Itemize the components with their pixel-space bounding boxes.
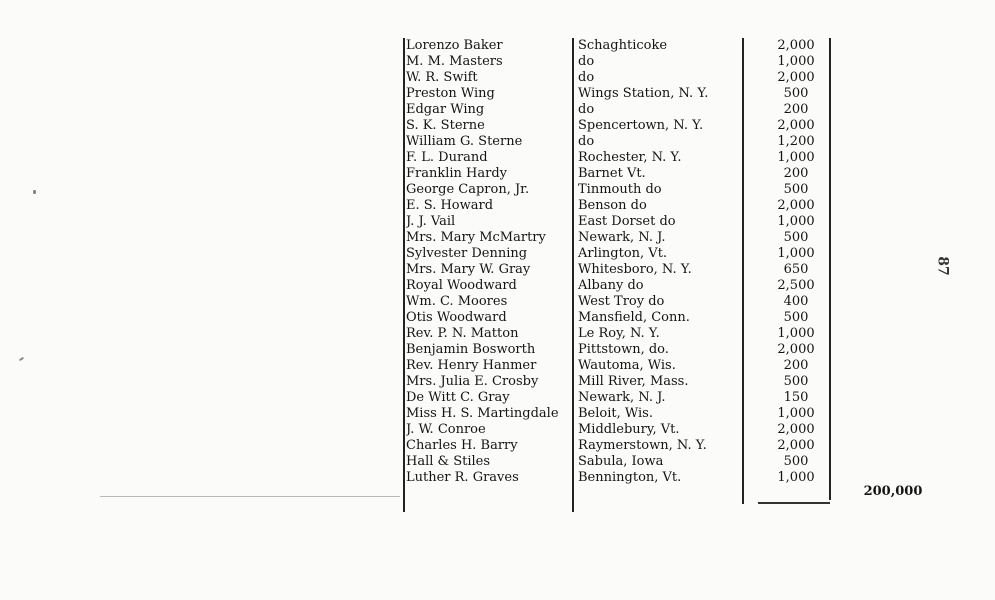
ledger-row <box>406 374 836 390</box>
ledger-row <box>406 342 836 358</box>
donor-name: Mrs. Mary W. Gray <box>406 262 531 277</box>
donor-place: Bennington, Vt. <box>578 470 682 485</box>
ledger-row <box>406 454 836 470</box>
ledger-row <box>406 262 836 278</box>
donor-name: Benjamin Bosworth <box>406 342 536 357</box>
donation-amount: 1,000 <box>777 246 815 261</box>
ledger-row <box>406 326 836 342</box>
donor-place: Mill River, Mass. <box>578 374 689 389</box>
donor-name: Sylvester Denning <box>406 246 528 261</box>
donor-name: W. R. Swift <box>406 70 478 85</box>
donor-name: Charles H. Barry <box>406 438 518 453</box>
ledger-row <box>406 118 836 134</box>
donor-place: Middlebury, Vt. <box>578 422 680 437</box>
donor-place: do <box>578 54 595 69</box>
grand-total: 200,000 <box>863 484 923 499</box>
ledger-row <box>406 134 836 150</box>
donation-amount: 1,000 <box>777 150 815 165</box>
donor-place: Arlington, Vt. <box>578 246 668 261</box>
ledger-row <box>406 214 836 230</box>
ledger-row <box>406 246 836 262</box>
donation-amount: 2,000 <box>777 198 815 213</box>
donor-name: De Witt C. Gray <box>406 390 510 405</box>
donor-name: J. J. Vail <box>406 214 456 229</box>
donor-name: Mrs. Julia E. Crosby <box>406 374 539 389</box>
donor-place: Tinmouth do <box>578 182 662 197</box>
donor-name: William G. Sterne <box>406 134 523 149</box>
donor-name: Hall & Stiles <box>406 454 491 469</box>
donor-name: Rev. P. N. Matton <box>406 326 519 341</box>
ledger-row <box>406 422 836 438</box>
donor-place: Pittstown, do. <box>578 342 669 357</box>
donation-amount: 2,000 <box>777 438 815 453</box>
ledger-row <box>406 70 836 86</box>
page-number: 87 <box>934 256 951 276</box>
donation-amount: 1,000 <box>777 326 815 341</box>
donation-amount: 200 <box>783 166 809 181</box>
donor-name: S. K. Sterne <box>406 118 485 133</box>
ledger-row <box>406 438 836 454</box>
donation-amount: 2,000 <box>777 342 815 357</box>
ledger-row <box>406 54 836 70</box>
donation-amount: 500 <box>783 310 809 325</box>
ledger-row <box>406 166 836 182</box>
donor-name: Edgar Wing <box>406 102 485 117</box>
donor-name: E. S. Howard <box>406 198 494 213</box>
donation-amount: 150 <box>783 390 809 405</box>
ledger-row <box>406 102 836 118</box>
donor-place: do <box>578 70 595 85</box>
donor-place: Wings Station, N. Y. <box>578 86 709 101</box>
donation-amount: 500 <box>783 86 809 101</box>
donor-name: Lorenzo Baker <box>406 38 503 53</box>
donation-amount: 1,000 <box>777 214 815 229</box>
ledger-row <box>406 470 836 486</box>
ledger-row <box>406 278 836 294</box>
donation-amount: 400 <box>783 294 809 309</box>
donor-place: Sabula, Iowa <box>578 454 664 469</box>
ledger-row <box>406 150 836 166</box>
donor-name: Franklin Hardy <box>406 166 508 181</box>
donation-amount: 650 <box>783 262 809 277</box>
donor-name: J. W. Conroe <box>406 422 486 437</box>
donor-place: Albany do <box>578 278 644 293</box>
donor-name: M. M. Masters <box>406 54 503 69</box>
scan-speck <box>19 357 24 362</box>
ledger-row <box>406 182 836 198</box>
donation-amount: 2,000 <box>777 70 815 85</box>
donor-place: do <box>578 102 595 117</box>
donor-place: Barnet Vt. <box>578 166 646 181</box>
donor-name: Royal Woodward <box>406 278 517 293</box>
donation-amount: 500 <box>783 374 809 389</box>
donation-amount: 2,000 <box>777 422 815 437</box>
ledger-row <box>406 38 836 54</box>
donor-name: Otis Woodward <box>406 310 507 325</box>
left-rule <box>403 38 405 512</box>
donor-place: Newark, N. J. <box>578 390 666 405</box>
donor-place: Whitesboro, N. Y. <box>578 262 692 277</box>
donor-place: Newark, N. J. <box>578 230 666 245</box>
donor-place: Schaghticoke <box>578 38 668 53</box>
ledger-row <box>406 294 836 310</box>
ledger-table <box>406 38 836 486</box>
donation-amount: 500 <box>783 230 809 245</box>
donation-amount: 2,000 <box>777 118 815 133</box>
donor-name: Miss H. S. Martingdale <box>406 406 559 421</box>
donor-place: Mansfield, Conn. <box>578 310 690 325</box>
donation-amount: 200 <box>783 358 809 373</box>
donation-amount: 2,500 <box>777 278 815 293</box>
donation-amount: 2,000 <box>777 38 815 53</box>
scan-speck <box>33 190 36 194</box>
baseline-rule <box>100 496 400 497</box>
donor-name: Luther R. Graves <box>406 470 519 485</box>
ledger-row <box>406 86 836 102</box>
ledger-row <box>406 310 836 326</box>
ledger-row <box>406 406 836 422</box>
donor-name: George Capron, Jr. <box>406 182 530 197</box>
ledger-row <box>406 230 836 246</box>
donor-place: Le Roy, N. Y. <box>578 326 660 341</box>
donor-place: Rochester, N. Y. <box>578 150 682 165</box>
ledger-row <box>406 358 836 374</box>
donation-amount: 1,000 <box>777 470 815 485</box>
donor-place: Spencertown, N. Y. <box>578 118 704 133</box>
donor-name: Preston Wing <box>406 86 495 101</box>
sum-rule <box>758 502 830 504</box>
donation-amount: 500 <box>783 182 809 197</box>
ledger-row <box>406 390 836 406</box>
donor-place: Wautoma, Wis. <box>578 358 676 373</box>
ledger-row <box>406 198 836 214</box>
donor-name: Mrs. Mary McMartry <box>406 230 546 245</box>
donor-name: Rev. Henry Hanmer <box>406 358 537 373</box>
donation-amount: 500 <box>783 454 809 469</box>
donor-name: Wm. C. Moores <box>406 294 508 309</box>
donor-place: Benson do <box>578 198 647 213</box>
donation-amount: 1,200 <box>777 134 815 149</box>
donor-place: West Troy do <box>578 294 665 309</box>
donation-amount: 1,000 <box>777 54 815 69</box>
donor-place: do <box>578 134 595 149</box>
donation-amount: 1,000 <box>777 406 815 421</box>
donor-place: East Dorset do <box>578 214 676 229</box>
donation-amount: 200 <box>783 102 809 117</box>
donor-name: F. L. Durand <box>406 150 488 165</box>
donor-place: Raymerstown, N. Y. <box>578 438 707 453</box>
donor-place: Beloit, Wis. <box>578 406 653 421</box>
